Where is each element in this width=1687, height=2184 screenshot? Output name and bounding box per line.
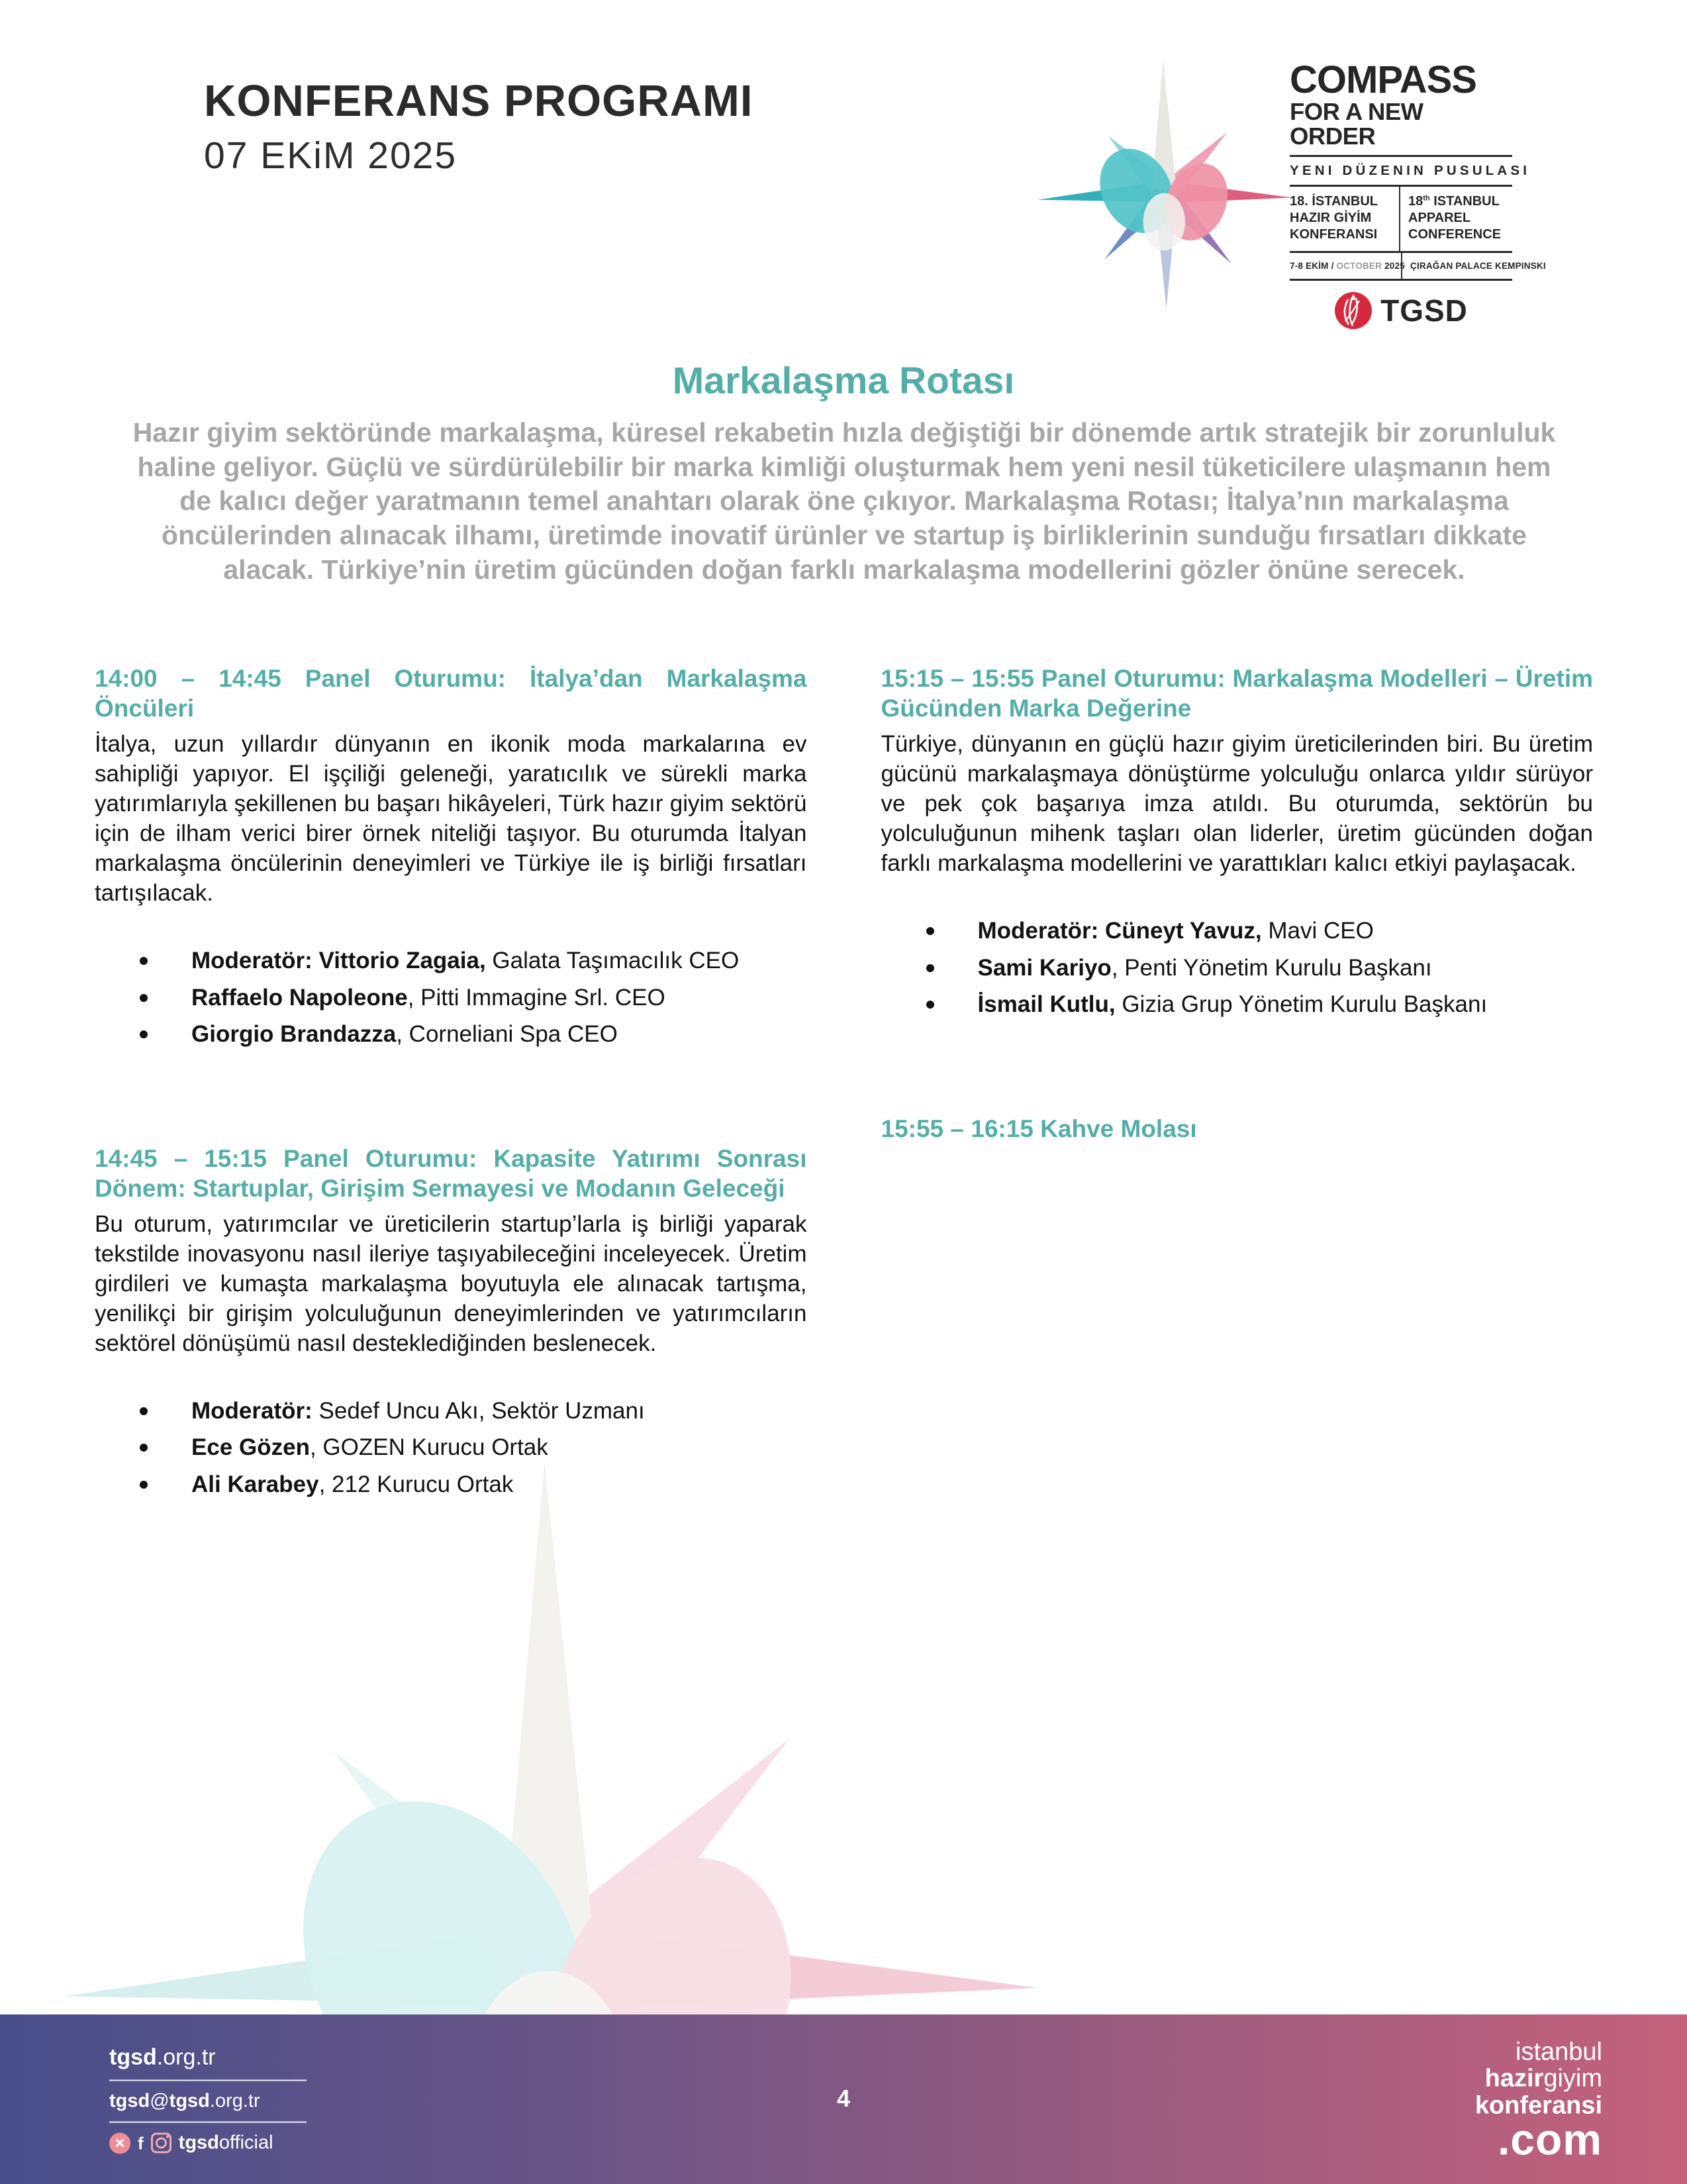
program-column-right [881, 664, 1594, 1506]
event-logo [1033, 46, 1549, 331]
program-content [95, 664, 1593, 1506]
divider [109, 2080, 307, 2081]
footer-website: tgsd.org.tr [109, 2044, 216, 2070]
logo-name-en: 18th ISTANBUL APPAREL CONFERENCE [1408, 194, 1502, 242]
session-block [881, 1114, 1594, 1144]
speaker-item: Sami Kariyo, Penti Yönetim Kurulu Başkanı [925, 953, 1594, 983]
speaker-item: Moderatör: Vittorio Zagaia, Galata Taşımacılık CEO [138, 946, 807, 976]
logo-venue: ÇIRAĞAN PALACE KEMPINSKI [1410, 261, 1546, 272]
session-block [95, 664, 807, 1050]
logo-meta-table [1290, 253, 1546, 281]
divider [1290, 155, 1512, 157]
divider [109, 2122, 307, 2123]
footer-logo-line2: hazirgiyim [1484, 2064, 1602, 2093]
speaker-list [95, 946, 807, 1050]
section-title: Markalaşma Rotası [672, 360, 1015, 402]
tgsd-logo [1290, 291, 1512, 330]
logo-title: COMPASS [1290, 58, 1476, 101]
facebook-icon: f [138, 2133, 144, 2153]
speaker-list [881, 916, 1594, 1020]
logo-name-tr: 18. İSTANBUL HAZIR GİYİM KONFERANSI [1290, 187, 1400, 251]
speaker-item: Raffaelo Napoleone, Pitti Immagine Srl. CEO [138, 983, 807, 1013]
compass-star-icon [1033, 53, 1298, 331]
page-title: KONFERANS PROGRAMI [204, 76, 753, 126]
tgsd-wordmark: TGSD [1380, 293, 1468, 328]
x-twitter-icon [109, 2132, 130, 2154]
session-block [881, 664, 1594, 1020]
session-heading: 15:15 – 15:55 Panel Oturumu: Markalaşma Modelleri – Üretim Gücünden Marka Değerine [881, 665, 1593, 722]
program-column-left [95, 664, 807, 1506]
session-heading: 14:45 – 15:15 Panel Oturumu: Kapasite Yatırımı Sonrası Dönem: Startuplar, Girişim Sermayesi ve Modanın Geleceği [95, 1144, 807, 1202]
logo-subtitle: FOR A NEW ORDER [1290, 98, 1423, 150]
footer-logo-line1: istanbul [1516, 2038, 1602, 2066]
speaker-item: Ece Gözen, GOZEN Kurucu Ortak [138, 1432, 807, 1463]
speaker-item: Moderatör: Sedef Uncu Akı, Sektör Uzmanı [138, 1396, 807, 1426]
speaker-item: Ali Karabey, 212 Kurucu Ortak [138, 1469, 807, 1500]
footer-social-handle: tgsdofficial [178, 2132, 273, 2154]
logo-tagline: YENI DÜZENIN PUSULASI [1290, 163, 1531, 179]
speaker-item: İsmail Kutlu, Gizia Grup Yönetim Kurulu Başkanı [925, 989, 1594, 1020]
session-description: İtalya, uzun yıllardır dünyanın en ikonik moda markalarına ev sahipliği yapıyor. El işçiliği geleneği, yaratıcılık ve sürekli marka yatırımlarıyla şekillenen bu başarı hikâyeleri, Türk hazır giyim sektörü için de ilham verici birer örnek niteliği taşıyor. Bu oturumda İtalyan markalaşma öncülerinin deneyimleri ve Türkiye ile iş birliği fırsatları tartışılacak. [95, 731, 807, 907]
page-number: 4 [836, 2085, 851, 2112]
logo-event-date: 7-8 EKİM / OCTOBER 2025 [1290, 253, 1402, 279]
speaker-item: Giorgio Brandazza, Corneliani Spa CEO [138, 1019, 807, 1050]
logo-name-table [1290, 185, 1512, 253]
page-date: 07 EKiM 2025 [204, 134, 458, 177]
session-block [95, 1144, 807, 1500]
session-description: Bu oturum, yatırımcılar ve üreticilerin startup’larla iş birliği yaparak tekstilde inovasyonu nasıl ileriye taşıyabileceğini inceleyecek. Üretim girdileri ve kumaşta markalaşma boyutuyla ele alınacak tartışma, yenilikçi bir girişim yolculuğunun deneyimlerinden ve yatırımcıların sektörel dönüşümü nasıl desteklediğinden beslenecek. [95, 1211, 807, 1356]
footer-logo-line3: konferansi [1474, 2091, 1602, 2119]
tgsd-emblem-icon [1334, 291, 1373, 330]
session-heading: 15:55 – 16:15 Kahve Molası [881, 1115, 1197, 1142]
footer-site-logo [1474, 2038, 1602, 2164]
intro-paragraph: Hazır giyim sektöründe markalaşma, küresel rekabetin hızla değiştiği bir dönemde artık stratejik bir zorunluluk haline geliyor. Güçlü ve sürdürülebilir bir marka kimliği oluşturmak hem yeni nesil tüketicilere ulaşmanın hem de kalıcı değer yaratmanın temel anahtarı olarak öne çıkıyor. Markalaşma Rotası; İtalya’nın markalaşma öncülerinden alınacak ilhamı, üretimde inovatif ürünler ve startup iş birliklerinin sunduğu fırsatları dikkate alacak. Türkiye’nin üretim gücünden doğan farklı markalaşma modellerini gözler önüne serecek. [132, 417, 1556, 585]
header-title-block [204, 78, 753, 177]
session-heading: 14:00 – 14:45 Panel Oturumu: İtalya’dan Markalaşma Öncüleri [95, 665, 807, 722]
footer-contact-block [109, 2045, 307, 2154]
session-description: Türkiye, dünyanın en güçlü hazır giyim üreticilerinden biri. Bu üretim gücünü markalaşmaya dönüştürme yolculuğu onlarca yıldır sürüyor ve pek çok başarıya imza atıldı. Bu oturumda, sektörün bu yolculuğunun mihenk taşları olan liderler, üretim gücünden doğan farklı markalaşma modellerini ve yarattıkları kalıcı etkiyi paylaşacak. [881, 731, 1593, 877]
footer-social-row [109, 2132, 307, 2154]
logo-text-block [1290, 46, 1546, 330]
speaker-item: Moderatör: Cüneyt Yavuz, Mavi CEO [925, 916, 1594, 946]
instagram-icon [151, 2133, 171, 2154]
footer-email: tgsd@tgsd.org.tr [109, 2090, 260, 2112]
footer [0, 2014, 1687, 2184]
footer-logo-line4: .com [1497, 2114, 1602, 2164]
